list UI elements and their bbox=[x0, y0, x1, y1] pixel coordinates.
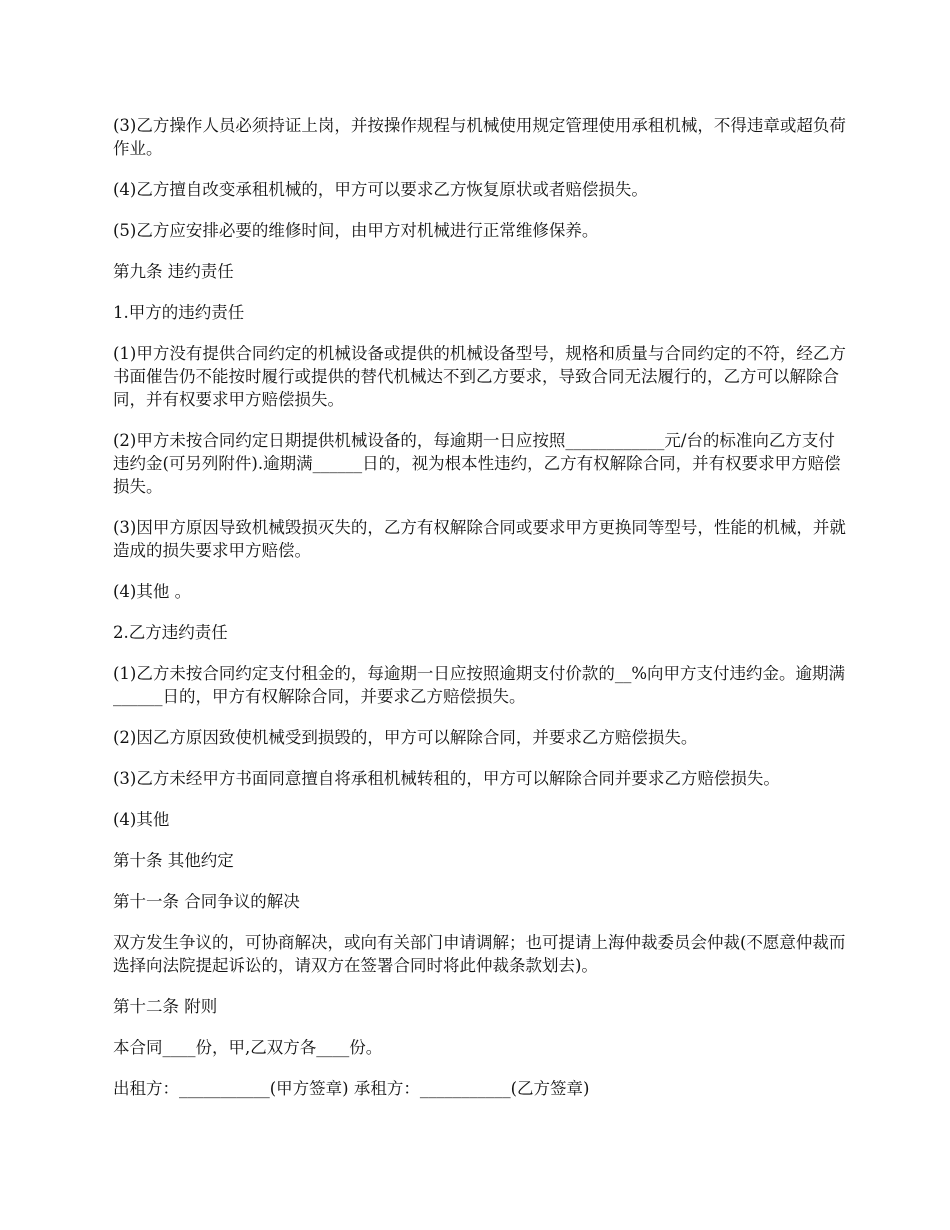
party-a-liability-heading: 1.甲方的违约责任 bbox=[113, 303, 245, 322]
clause-a-other: (4)其他 。 bbox=[113, 582, 192, 601]
clause-b-other: (4)其他 bbox=[113, 810, 170, 829]
clause-a-equipment-nonconformity: (1)甲方没有提供合同约定的机械设备或提供的机械设备型号，规格和质量与合同约定的不符，经乙方书面催告仍不能按时履行或提供的替代机械达不到乙方要求，导致合同无法履行的，乙方可以解除合同，并有权要求甲方赔偿损失。 bbox=[113, 344, 846, 409]
clause-operator-certification: (3)乙方操作人员必须持证上岗，并按操作规程与机械使用规定管理使用承租机械，不得违章或超负荷作业。 bbox=[113, 116, 846, 158]
article-10-heading: 第十条 其他约定 bbox=[113, 851, 234, 870]
signature-line: 出租方：___________(甲方签章) 承租方：___________(乙方签章) bbox=[113, 1079, 590, 1098]
clause-b-machine-damage: (2)因乙方原因致使机械受到损毁的，甲方可以解除合同，并要求乙方赔偿损失。 bbox=[113, 728, 698, 747]
clause-b-late-rent: (1)乙方未按合同约定支付租金的，每逾期一日应按照逾期支付价款的__%向甲方支付违约金。逾期满______日的，甲方有权解除合同，并要求乙方赔偿损失。 bbox=[113, 664, 846, 706]
clause-b-sublease: (3)乙方未经甲方书面同意擅自将承租机械转租的，甲方可以解除合同并要求乙方赔偿损失。 bbox=[113, 769, 780, 788]
article-12-heading: 第十二条 附则 bbox=[113, 997, 218, 1016]
clause-copies: 本合同____份，甲,乙双方各____份。 bbox=[113, 1038, 383, 1057]
clause-a-late-delivery: (2)甲方未按合同约定日期提供机械设备的，每逾期一日应按照____________元/台的标准向乙方支付违约金(可另列附件).逾期满______日的，视为根本性违约，乙方有权解除合同，并有权要求甲方赔偿损失。 bbox=[113, 431, 841, 496]
clause-dispute-resolution: 双方发生争议的，可协商解决，或向有关部门申请调解；也可提请上海仲裁委员会仲裁(不愿意仲裁而选择向法院提起诉讼的，请双方在签署合同时将此仲裁条款划去)。 bbox=[113, 933, 846, 975]
clause-a-equipment-damage: (3)因甲方原因导致机械毁损灭失的，乙方有权解除合同或要求甲方更换同等型号，性能的机械，并就造成的损失要求甲方赔偿。 bbox=[113, 518, 846, 560]
clause-maintenance-time: (5)乙方应安排必要的维修时间，由甲方对机械进行正常维修保养。 bbox=[113, 221, 599, 240]
party-b-liability-heading: 2.乙方违约责任 bbox=[113, 623, 228, 642]
article-11-heading: 第十一条 合同争议的解决 bbox=[113, 892, 300, 911]
clause-unauthorized-modification: (4)乙方擅自改变承租机械的，甲方可以要求乙方恢复原状或者赔偿损失。 bbox=[113, 180, 648, 199]
article-9-heading: 第九条 违约责任 bbox=[113, 262, 234, 281]
document-page bbox=[113, 114, 848, 1118]
